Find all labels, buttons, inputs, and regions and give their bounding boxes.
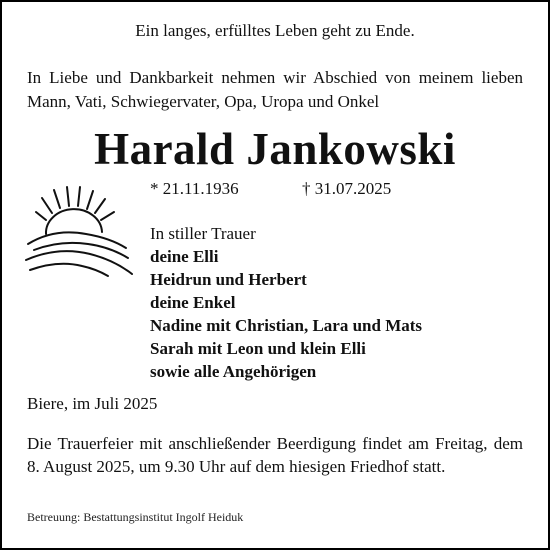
place-date: Biere, im Juli 2025 bbox=[27, 394, 158, 413]
mourner-line: deine Enkel bbox=[150, 293, 236, 312]
intro-line: Ein langes, erfülltes Leben geht zu Ende. bbox=[135, 21, 415, 40]
mourner-line: deine Elli bbox=[150, 247, 219, 266]
dedication-text: In Liebe und Dankbarkeit nehmen wir Abschied von meinem lieben Mann, Vati, Schwiegervater, Opa, Uropa und Onkel bbox=[27, 68, 523, 111]
birth-date: * 21.11.1936 bbox=[150, 179, 239, 198]
service-info: Die Trauerfeier mit anschließender Beerdigung findet am Freitag, dem 8. August 2025, um 9.30 Uhr auf dem hiesigen Friedhof statt. bbox=[27, 434, 523, 476]
death-date: † 31.07.2025 bbox=[302, 179, 392, 198]
mourners-intro: In stiller Trauer bbox=[150, 224, 256, 243]
mourner-line: sowie alle Angehörigen bbox=[150, 362, 317, 381]
deceased-name: Harald Jankowski bbox=[94, 124, 456, 174]
mourners-block bbox=[150, 222, 422, 383]
mourner-line: Nadine mit Christian, Lara und Mats bbox=[150, 316, 423, 335]
mourner-line: Heidrun und Herbert bbox=[150, 270, 307, 289]
funeral-home-credit: Betreuung: Bestattungsinstitut Ingolf Heiduk bbox=[27, 510, 244, 524]
mourner-line: Sarah mit Leon und klein Elli bbox=[150, 339, 366, 358]
sun-over-hills-icon bbox=[24, 182, 144, 282]
